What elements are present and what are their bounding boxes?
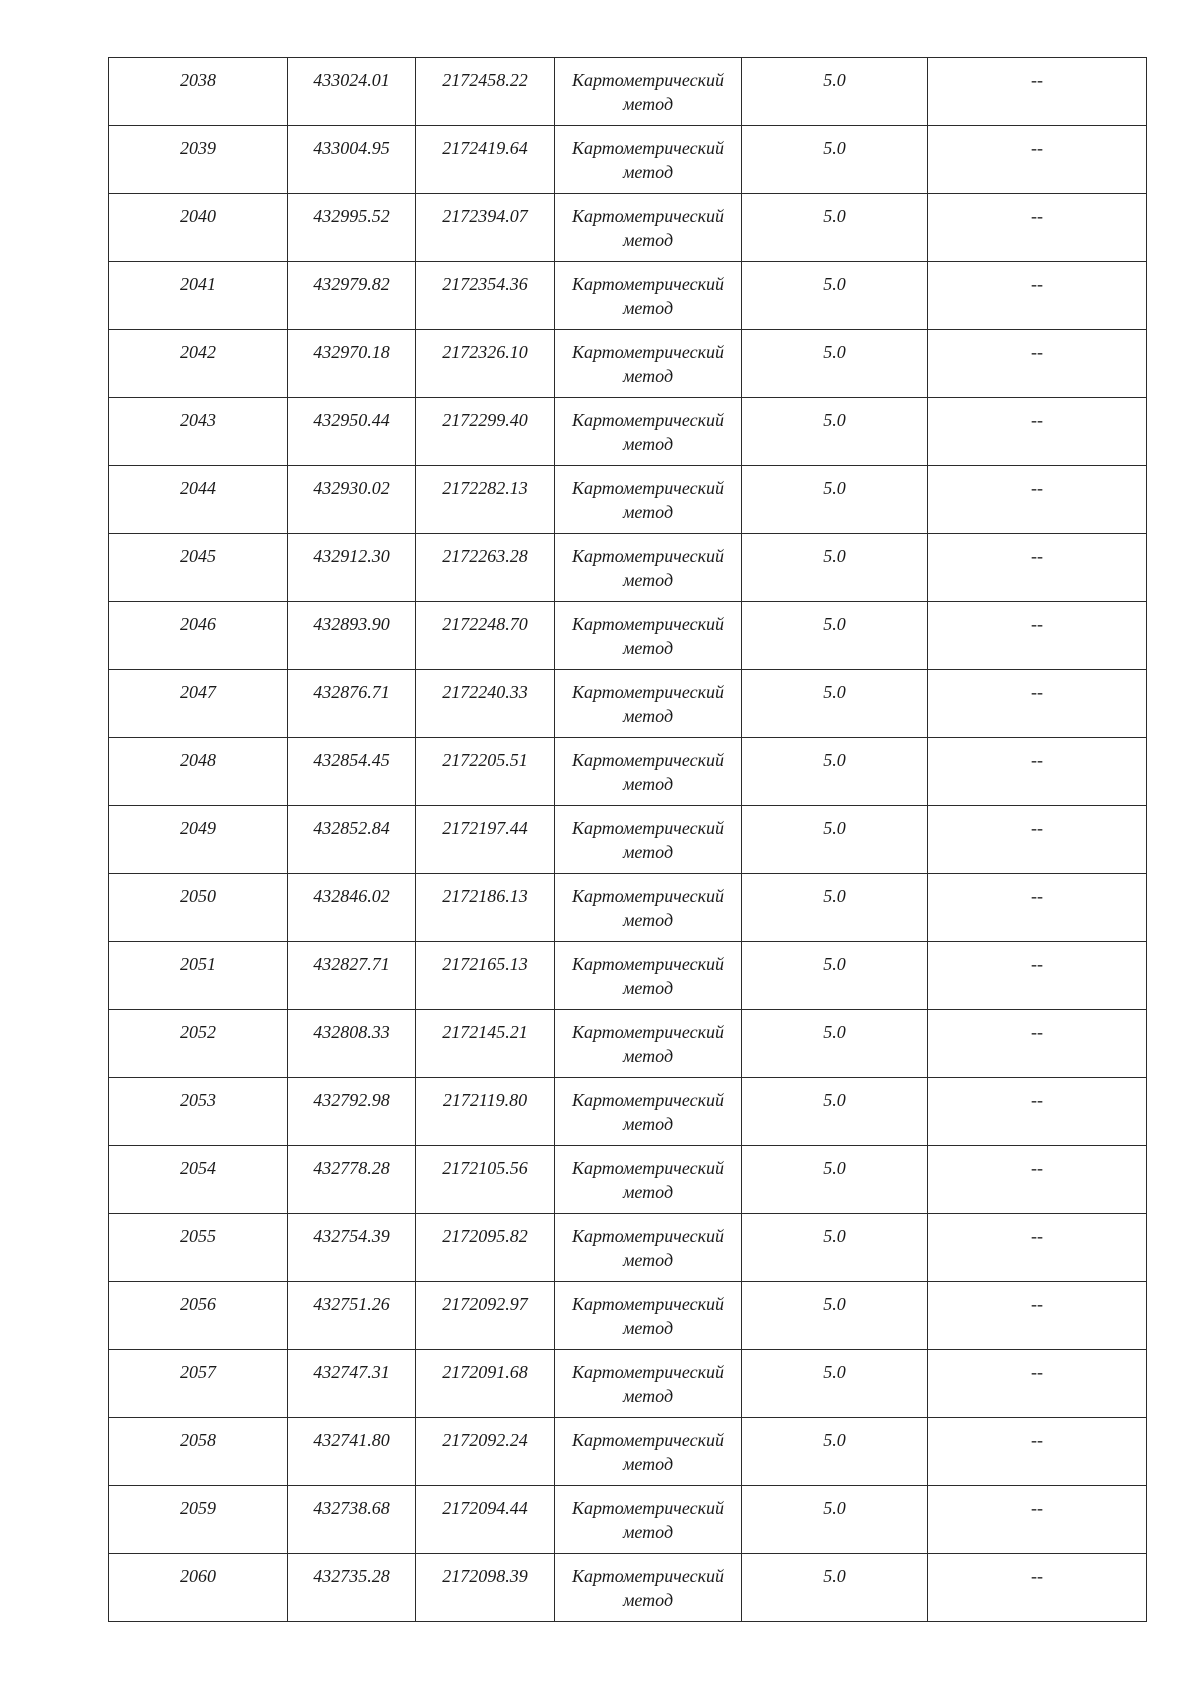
method-cell: Картометрический метод: [555, 398, 742, 466]
accuracy-cell: 5.0: [742, 1010, 928, 1078]
accuracy-cell: 5.0: [742, 330, 928, 398]
method-cell: Картометрический метод: [555, 330, 742, 398]
table-row: [109, 942, 1147, 1010]
coordinates-table-body: [109, 58, 1147, 1622]
table-row: [109, 1486, 1147, 1554]
x-coordinate-cell: 432751.26: [288, 1282, 416, 1350]
method-cell: Картометрический метод: [555, 1486, 742, 1554]
table-row: [109, 1282, 1147, 1350]
method-cell: Картометрический метод: [555, 874, 742, 942]
point-number-cell: 2053: [109, 1078, 288, 1146]
note-cell: --: [928, 670, 1147, 738]
note-cell: --: [928, 1078, 1147, 1146]
accuracy-cell: 5.0: [742, 1554, 928, 1622]
x-coordinate-cell: 432738.68: [288, 1486, 416, 1554]
y-coordinate-cell: 2172354.36: [416, 262, 555, 330]
table-row: [109, 874, 1147, 942]
point-number-cell: 2048: [109, 738, 288, 806]
note-cell: --: [928, 942, 1147, 1010]
method-cell: Картометрический метод: [555, 1146, 742, 1214]
note-cell: --: [928, 58, 1147, 126]
accuracy-cell: 5.0: [742, 1146, 928, 1214]
y-coordinate-cell: 2172282.13: [416, 466, 555, 534]
y-coordinate-cell: 2172091.68: [416, 1350, 555, 1418]
point-number-cell: 2039: [109, 126, 288, 194]
point-number-cell: 2045: [109, 534, 288, 602]
y-coordinate-cell: 2172105.56: [416, 1146, 555, 1214]
accuracy-cell: 5.0: [742, 806, 928, 874]
point-number-cell: 2056: [109, 1282, 288, 1350]
method-cell: Картометрический метод: [555, 670, 742, 738]
note-cell: --: [928, 738, 1147, 806]
method-cell: Картометрический метод: [555, 602, 742, 670]
table-row: [109, 398, 1147, 466]
point-number-cell: 2047: [109, 670, 288, 738]
x-coordinate-cell: 432930.02: [288, 466, 416, 534]
method-cell: Картометрический метод: [555, 1282, 742, 1350]
note-cell: --: [928, 1146, 1147, 1214]
note-cell: --: [928, 1486, 1147, 1554]
x-coordinate-cell: 432747.31: [288, 1350, 416, 1418]
table-row: [109, 1350, 1147, 1418]
point-number-cell: 2060: [109, 1554, 288, 1622]
point-number-cell: 2049: [109, 806, 288, 874]
method-cell: Картометрический метод: [555, 1418, 742, 1486]
y-coordinate-cell: 2172092.24: [416, 1418, 555, 1486]
y-coordinate-cell: 2172240.33: [416, 670, 555, 738]
accuracy-cell: 5.0: [742, 194, 928, 262]
y-coordinate-cell: 2172197.44: [416, 806, 555, 874]
table-row: [109, 1418, 1147, 1486]
y-coordinate-cell: 2172248.70: [416, 602, 555, 670]
y-coordinate-cell: 2172119.80: [416, 1078, 555, 1146]
y-coordinate-cell: 2172098.39: [416, 1554, 555, 1622]
x-coordinate-cell: 432808.33: [288, 1010, 416, 1078]
x-coordinate-cell: 433004.95: [288, 126, 416, 194]
accuracy-cell: 5.0: [742, 126, 928, 194]
point-number-cell: 2040: [109, 194, 288, 262]
accuracy-cell: 5.0: [742, 602, 928, 670]
point-number-cell: 2043: [109, 398, 288, 466]
method-cell: Картометрический метод: [555, 942, 742, 1010]
table-row: [109, 1146, 1147, 1214]
accuracy-cell: 5.0: [742, 670, 928, 738]
accuracy-cell: 5.0: [742, 398, 928, 466]
table-row: [109, 1078, 1147, 1146]
y-coordinate-cell: 2172419.64: [416, 126, 555, 194]
method-cell: Картометрический метод: [555, 126, 742, 194]
y-coordinate-cell: 2172145.21: [416, 1010, 555, 1078]
method-cell: Картометрический метод: [555, 1078, 742, 1146]
accuracy-cell: 5.0: [742, 874, 928, 942]
x-coordinate-cell: 432995.52: [288, 194, 416, 262]
method-cell: Картометрический метод: [555, 1350, 742, 1418]
point-number-cell: 2052: [109, 1010, 288, 1078]
table-row: [109, 58, 1147, 126]
point-number-cell: 2059: [109, 1486, 288, 1554]
table-row: [109, 602, 1147, 670]
x-coordinate-cell: 432852.84: [288, 806, 416, 874]
accuracy-cell: 5.0: [742, 1418, 928, 1486]
point-number-cell: 2055: [109, 1214, 288, 1282]
note-cell: --: [928, 1554, 1147, 1622]
method-cell: Картометрический метод: [555, 806, 742, 874]
point-number-cell: 2042: [109, 330, 288, 398]
method-cell: Картометрический метод: [555, 1214, 742, 1282]
x-coordinate-cell: 432827.71: [288, 942, 416, 1010]
y-coordinate-cell: 2172263.28: [416, 534, 555, 602]
table-row: [109, 534, 1147, 602]
table-row: [109, 330, 1147, 398]
accuracy-cell: 5.0: [742, 262, 928, 330]
note-cell: --: [928, 1282, 1147, 1350]
x-coordinate-cell: 432893.90: [288, 602, 416, 670]
note-cell: --: [928, 466, 1147, 534]
point-number-cell: 2051: [109, 942, 288, 1010]
y-coordinate-cell: 2172092.97: [416, 1282, 555, 1350]
method-cell: Картометрический метод: [555, 738, 742, 806]
x-coordinate-cell: 432854.45: [288, 738, 416, 806]
point-number-cell: 2046: [109, 602, 288, 670]
table-row: [109, 670, 1147, 738]
x-coordinate-cell: 432735.28: [288, 1554, 416, 1622]
method-cell: Картометрический метод: [555, 58, 742, 126]
accuracy-cell: 5.0: [742, 942, 928, 1010]
table-row: [109, 466, 1147, 534]
table-row: [109, 194, 1147, 262]
x-coordinate-cell: 432792.98: [288, 1078, 416, 1146]
note-cell: --: [928, 602, 1147, 670]
y-coordinate-cell: 2172094.44: [416, 1486, 555, 1554]
accuracy-cell: 5.0: [742, 534, 928, 602]
accuracy-cell: 5.0: [742, 1078, 928, 1146]
x-coordinate-cell: 433024.01: [288, 58, 416, 126]
table-row: [109, 126, 1147, 194]
accuracy-cell: 5.0: [742, 466, 928, 534]
point-number-cell: 2044: [109, 466, 288, 534]
x-coordinate-cell: 432741.80: [288, 1418, 416, 1486]
point-number-cell: 2050: [109, 874, 288, 942]
method-cell: Картометрический метод: [555, 262, 742, 330]
note-cell: --: [928, 194, 1147, 262]
y-coordinate-cell: 2172458.22: [416, 58, 555, 126]
x-coordinate-cell: 432754.39: [288, 1214, 416, 1282]
x-coordinate-cell: 432912.30: [288, 534, 416, 602]
accuracy-cell: 5.0: [742, 738, 928, 806]
method-cell: Картометрический метод: [555, 1010, 742, 1078]
note-cell: --: [928, 1350, 1147, 1418]
method-cell: Картометрический метод: [555, 466, 742, 534]
table-row: [109, 1010, 1147, 1078]
note-cell: --: [928, 874, 1147, 942]
note-cell: --: [928, 126, 1147, 194]
point-number-cell: 2038: [109, 58, 288, 126]
note-cell: --: [928, 534, 1147, 602]
accuracy-cell: 5.0: [742, 1282, 928, 1350]
note-cell: --: [928, 262, 1147, 330]
point-number-cell: 2041: [109, 262, 288, 330]
y-coordinate-cell: 2172186.13: [416, 874, 555, 942]
note-cell: --: [928, 1010, 1147, 1078]
x-coordinate-cell: 432846.02: [288, 874, 416, 942]
note-cell: --: [928, 1214, 1147, 1282]
x-coordinate-cell: 432979.82: [288, 262, 416, 330]
note-cell: --: [928, 1418, 1147, 1486]
x-coordinate-cell: 432950.44: [288, 398, 416, 466]
table-row: [109, 1214, 1147, 1282]
method-cell: Картометрический метод: [555, 1554, 742, 1622]
y-coordinate-cell: 2172299.40: [416, 398, 555, 466]
method-cell: Картометрический метод: [555, 194, 742, 262]
table-row: [109, 262, 1147, 330]
point-number-cell: 2054: [109, 1146, 288, 1214]
table-row: [109, 738, 1147, 806]
table-row: [109, 1554, 1147, 1622]
note-cell: --: [928, 398, 1147, 466]
accuracy-cell: 5.0: [742, 1486, 928, 1554]
y-coordinate-cell: 2172394.07: [416, 194, 555, 262]
table-row: [109, 806, 1147, 874]
x-coordinate-cell: 432778.28: [288, 1146, 416, 1214]
note-cell: --: [928, 330, 1147, 398]
y-coordinate-cell: 2172165.13: [416, 942, 555, 1010]
method-cell: Картометрический метод: [555, 534, 742, 602]
coordinates-table: [108, 57, 1147, 1622]
accuracy-cell: 5.0: [742, 58, 928, 126]
point-number-cell: 2057: [109, 1350, 288, 1418]
x-coordinate-cell: 432876.71: [288, 670, 416, 738]
accuracy-cell: 5.0: [742, 1350, 928, 1418]
point-number-cell: 2058: [109, 1418, 288, 1486]
accuracy-cell: 5.0: [742, 1214, 928, 1282]
note-cell: --: [928, 806, 1147, 874]
y-coordinate-cell: 2172205.51: [416, 738, 555, 806]
y-coordinate-cell: 2172095.82: [416, 1214, 555, 1282]
x-coordinate-cell: 432970.18: [288, 330, 416, 398]
y-coordinate-cell: 2172326.10: [416, 330, 555, 398]
